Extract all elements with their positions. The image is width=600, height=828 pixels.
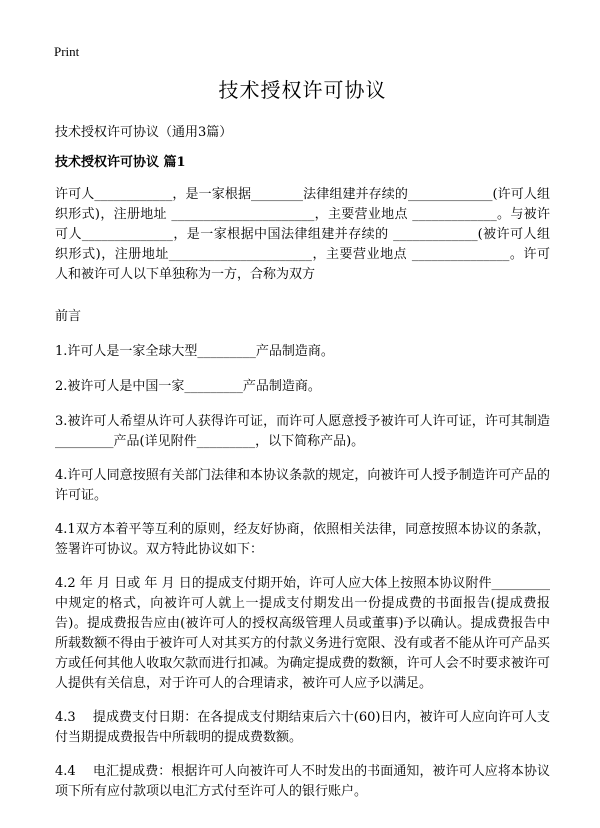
foreword-heading: 前言 xyxy=(55,309,82,324)
print-link[interactable]: Print xyxy=(54,44,80,59)
clause-4-2: 4.2 年 月 日或 年 月 日的提成支付期开始，许可人应大体上按照本协议附件_________中规定的格式，向被许可人就上一提成支付期发出一份提成费的书面报告(提成费报告)。提成费报告应由(被许可人的授权高级管理人员或董事)予以确认。提成费报告中所载数额不得由于被许可人对其买方的付款义务进行宽限、没有或者不能从许可产品买方或任何其他人收取欠款而进行扣减。为确定提成费的数额，许可人会不时要求被许可人提供有关信息，对于许可人的合理请求，被许可人应予以满足。 xyxy=(55,576,550,691)
clause-4-3: 4.3 提成费支付日期：在各提成支付期结束后六十(60)日内，被许可人应向许可人支付当期提成费报告中所载明的提成费数额。 xyxy=(55,710,550,745)
document-title: 技术授权许可协议 xyxy=(218,78,387,102)
clause-2: 2.被许可人是中国一家_________产品制造商。 xyxy=(55,379,321,394)
document-body xyxy=(55,76,550,802)
clause-4: 4.许可人同意按照有关部门法律和本协议条款的规定，向被许可人授予制造许可产品的许可证。 xyxy=(55,468,550,503)
section-heading: 技术授权许可协议 篇1 xyxy=(55,155,186,170)
preamble-paragraph: 许可人____________，是一家根据________法律组建并存续的_____________(许可人组织形式)，注册地址 ______________________，主要营业地点 _____________。与被许可人______________，是一家根据中国法律组建并存续的 _____________(被许可人组织形式)，注册地址______________________，主要营业地点 _______________。许可人和被许可人以下单独称为一方，合称为双方 xyxy=(55,187,550,282)
clause-1: 1.许可人是一家全球大型_________产品制造商。 xyxy=(55,344,334,359)
document-subtitle: 技术授权许可协议（通用3篇） xyxy=(55,125,233,140)
clause-4-1: 4.1双方本着平等互利的原则，经友好协商，依照相关法律，同意按照本协议的条款，签署许可协议。双方特此协议如下： xyxy=(55,522,550,557)
clause-4-4: 4.4 电汇提成费：根据许可人向被许可人不时发出的书面通知，被许可人应将本协议项下所有应付款项以电汇方式付至许可人的银行账户。 xyxy=(55,764,550,799)
clause-3: 3.被许可人希望从许可人获得许可证，而许可人愿意授予被许可人许可证，许可其制造_________产品(详见附件_________，以下简称产品)。 xyxy=(55,414,550,449)
